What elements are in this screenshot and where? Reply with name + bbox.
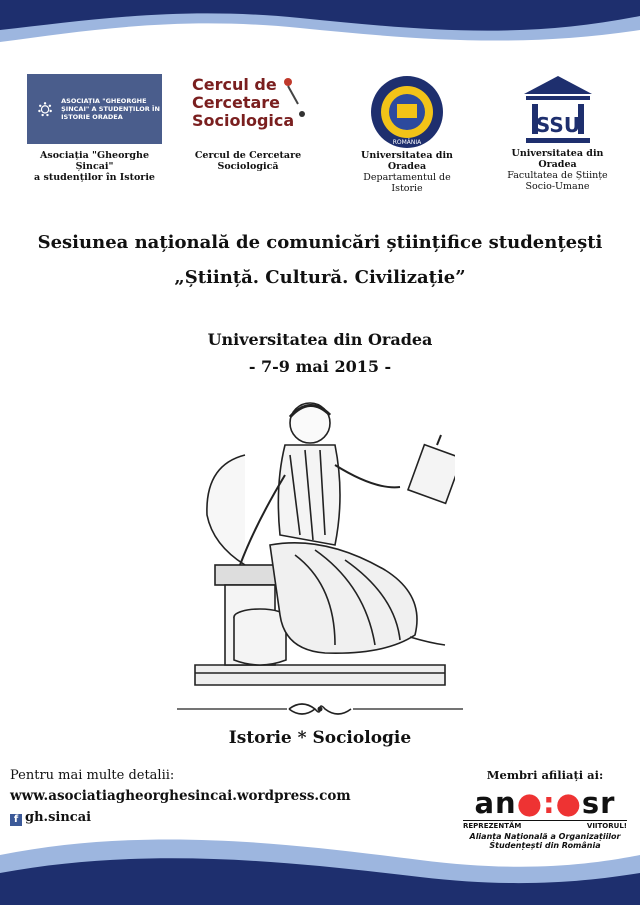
- affiliation-label: Membri afiliați ai:: [486, 768, 604, 782]
- svg-text:Cercetare: Cercetare: [192, 93, 281, 112]
- asociatia-caption: Asociația "Gheorghe Șincai": [39, 150, 149, 172]
- anosr-left: an: [474, 786, 517, 820]
- universitatea-logo: [352, 74, 462, 194]
- svg-text:Sociologica: Sociologica: [192, 111, 295, 130]
- logos-row: [0, 74, 640, 194]
- cercul-logo: [178, 74, 318, 172]
- university-seal-icon: [367, 74, 447, 150]
- subjects: Istorie * Sociologie: [228, 728, 412, 748]
- asociatia-emblem: [27, 74, 162, 144]
- anosr-dots-icon: ●:●: [516, 786, 582, 820]
- anosr-tag-left: REPREZENTĂM: [463, 822, 522, 830]
- svg-text:ROMÂNIA: ROMÂNIA: [392, 139, 422, 146]
- asociatia-emblem-text: ASOCIAȚIA "GHEORGHE ȘINCAI" A STUDENȚILOR ÎN ISTORIE ORADEA: [61, 97, 160, 121]
- fssu-caption-3: Socio-Umane: [525, 181, 590, 192]
- fssu-logo: [495, 74, 620, 192]
- cercul-caption: Cercul de Cercetare Sociologică: [194, 150, 302, 172]
- event-motto: „Știință. Cultură. Civilizație”: [174, 267, 466, 288]
- bottom-wave-decoration: [0, 815, 640, 905]
- venue: Universitatea din Oradea: [207, 330, 433, 349]
- fssu-building-icon: [522, 74, 594, 148]
- fssu-caption-2: Facultatea de Științe: [507, 170, 608, 181]
- anosr-tag-right: VIITORUL!: [586, 822, 627, 830]
- people-circle-icon: [37, 89, 53, 129]
- asociatia-logo: [22, 74, 167, 183]
- website-link[interactable]: www.asociatiagheorghesincai.wordpress.com: [10, 788, 351, 804]
- contact-intro: Pentru mai multe detalii:: [10, 768, 175, 783]
- svg-text:SSU: SSU: [535, 113, 580, 137]
- anosr-full-name: Alianța Națională a Organizațiilor Studențești din România: [469, 832, 621, 850]
- facebook-icon: f: [10, 814, 22, 826]
- cercul-emblem: [190, 74, 310, 134]
- cercul-emblem-text: [178, 74, 318, 144]
- universitatea-caption: Universitatea din Oradea: [361, 150, 453, 172]
- facebook-handle: gh.sincai: [25, 810, 92, 825]
- universitatea-caption-2: Departamentul de Istorie: [363, 172, 451, 194]
- svg-text:Cercul de: Cercul de: [192, 75, 277, 94]
- anosr-right: sr: [581, 786, 616, 820]
- seated-muse-illustration: [185, 395, 455, 690]
- event-title: Sesiunea națională de comunicări științifice studențești: [37, 232, 603, 253]
- ornamental-divider: [177, 699, 463, 719]
- event-dates: - 7-9 mai 2015 -: [248, 357, 392, 376]
- top-wave-decoration: [0, 0, 640, 60]
- asociatia-caption-2: a studenților în Istorie: [34, 172, 155, 183]
- fssu-caption: Universitatea din Oradea: [511, 148, 604, 170]
